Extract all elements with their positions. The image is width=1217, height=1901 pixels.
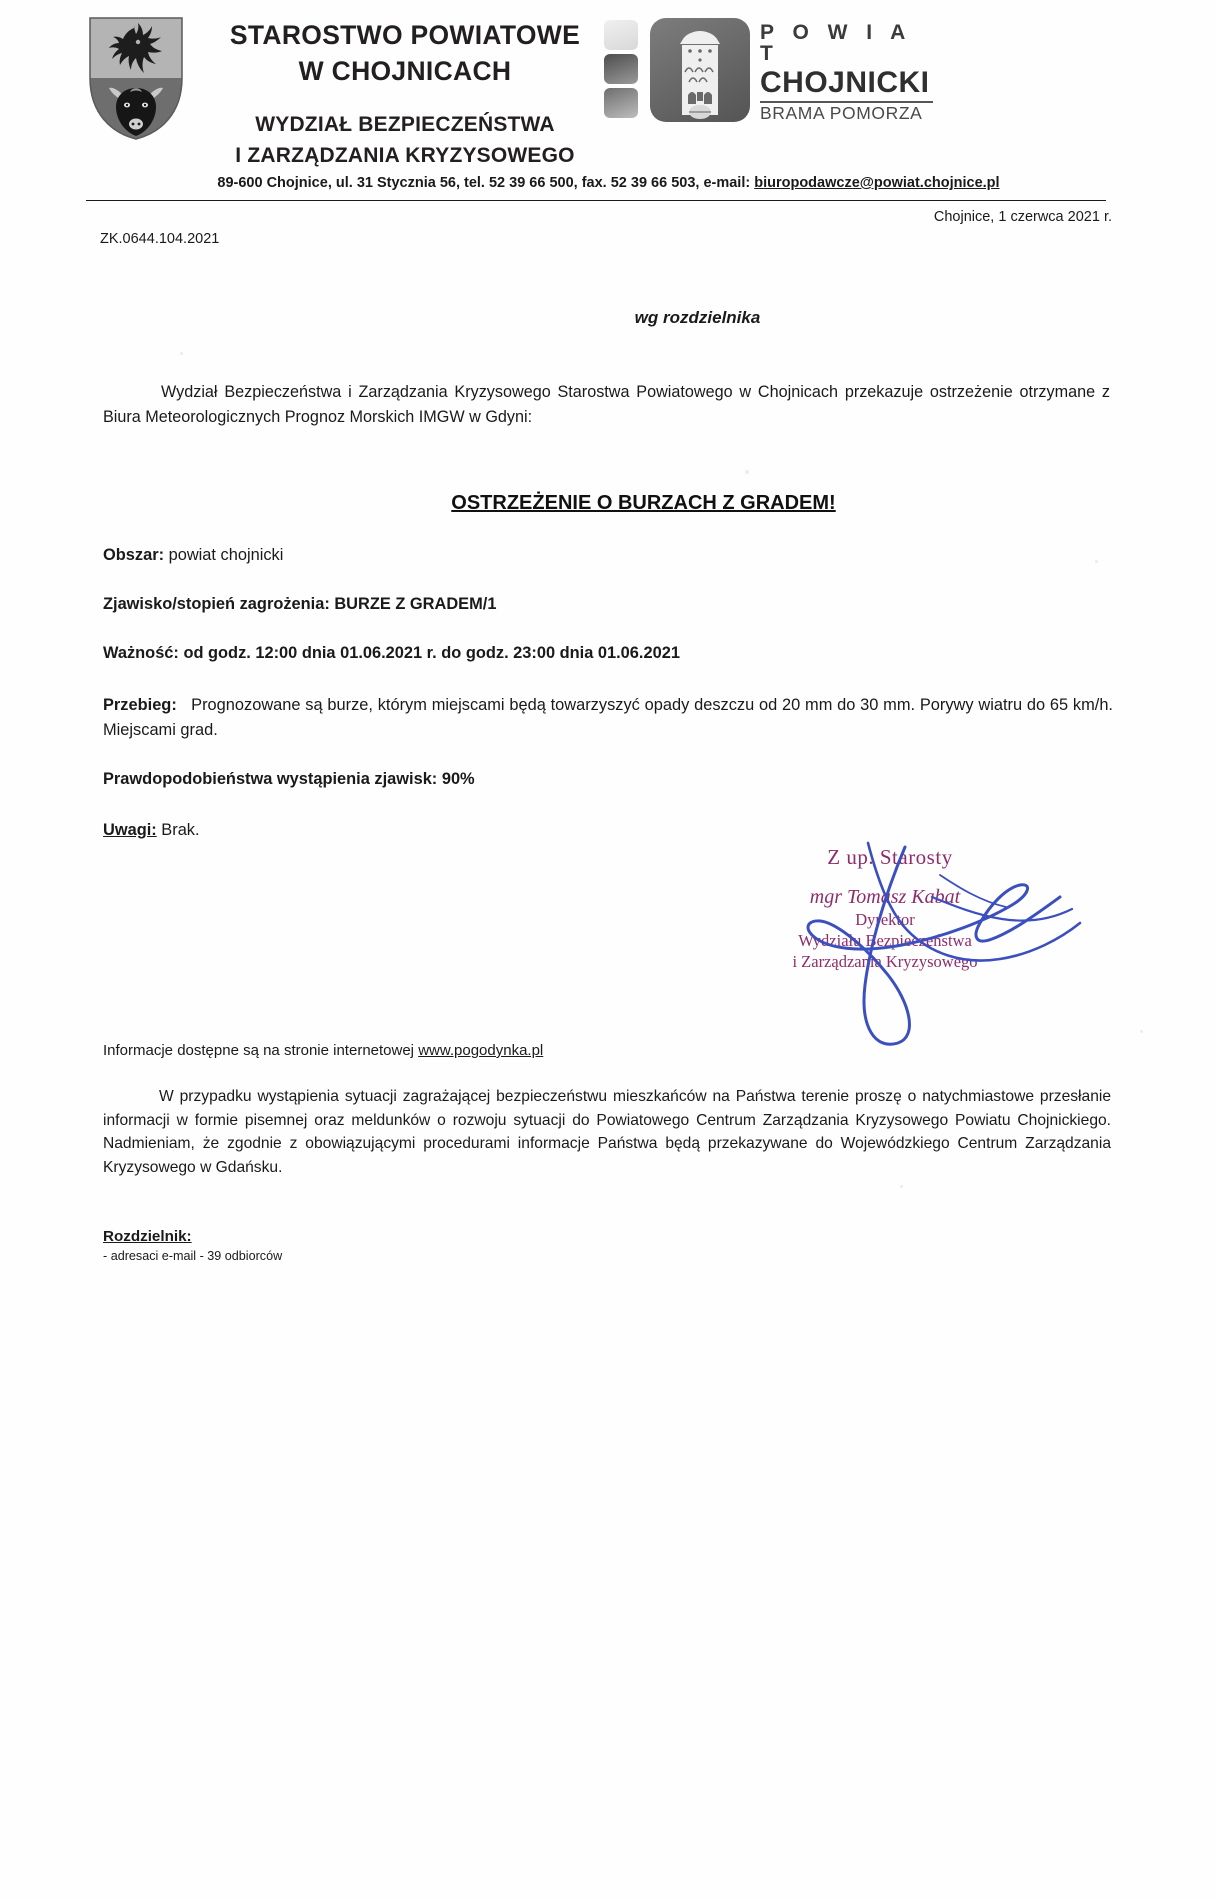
- field-waznosc-value: od godz. 12:00 dnia 01.06.2021 r. do godz. 23:00 dnia 01.06.2021: [183, 644, 680, 662]
- department-line2: I ZARZĄDZANIA KRYZYSOWEGO: [235, 143, 575, 167]
- info-availability-line: [103, 1042, 543, 1059]
- stamp-line-2: mgr Tomasz Kabat: [809, 886, 961, 908]
- field-prawdopodobienstwo: [103, 767, 1113, 792]
- signature-block: [660, 845, 1090, 1035]
- intro-text: Wydział Bezpieczeństwa i Zarządzania Kryzysowego Starostwa Powiatowego w Chojnicach przekazuje ostrzeżenie otrzymane z Biura Meteorologicznych Prognoz Morskich IMGW w Gdyni:: [103, 383, 1110, 427]
- closing-paragraph: [103, 1085, 1111, 1180]
- header-divider: [86, 200, 1106, 201]
- field-zjawisko: [103, 592, 1113, 617]
- logo-chojnicki-text: CHOJNICKI: [760, 66, 930, 99]
- distribution-heading: Rozdzielnik:: [103, 1228, 192, 1245]
- document-header: [0, 0, 1217, 180]
- closing-text: W przypadku wystąpienia sytuacji zagrażającej bezpieczeństwu mieszkańców na Państwa terenie proszę o natychmiastowe przesłanie informacji w formie pisemnej oraz meldunków o rozwoju sytuacji do Powiatowego Centrum Zarządzania Kryzysowego Powiatu Chojnickiego. Nadmieniam, że zgodnie z obowiązującymi procedurami informacje Państwa będą przekazywane do Wojewódzkiego Centrum Zarządzania Kryzysowego w Gdańsku.: [103, 1088, 1111, 1177]
- field-waznosc-label: Ważność:: [103, 644, 179, 662]
- field-przebieg-value: Prognozowane są burze, którym miejscami będą towarzyszyć opady deszczu od 20 mm do 30 mm. Porywy wiatru do 65 km/h. Miejscami grad.: [103, 696, 1113, 740]
- intro-paragraph: [103, 380, 1110, 430]
- coat-of-arms-icon: [86, 16, 186, 141]
- field-obszar-value: powiat chojnicki: [168, 546, 284, 564]
- office-name-line1: STAROSTWO POWIATOWE: [229, 20, 581, 50]
- field-uwagi-value: Brak.: [161, 821, 200, 839]
- stamp-line-1: Z up. Starosty: [827, 845, 953, 869]
- place-and-date: Chojnice, 1 czerwca 2021 r.: [933, 209, 1112, 225]
- warning-title: [0, 492, 1217, 515]
- scan-artifact: [1140, 1030, 1143, 1033]
- field-zjawisko-value: BURZE Z GRADEM/1: [334, 595, 497, 613]
- field-waznosc: [103, 641, 1113, 666]
- field-uwagi-label: Uwagi:: [103, 821, 157, 839]
- stamp-line-5: i Zarządzania Kryzysowego: [792, 952, 978, 971]
- warning-title-text: OSTRZEŻENIE O BURZACH Z GRADEM!: [451, 492, 836, 514]
- tower-icon: [650, 18, 750, 122]
- field-uwagi: [103, 818, 1113, 843]
- stamp-line-3: Dyrektor: [855, 910, 915, 929]
- field-przebieg-label: Przebieg:: [103, 696, 177, 714]
- signature-stamp: [680, 845, 1090, 972]
- scan-artifact: [180, 352, 183, 355]
- scan-artifact: [745, 470, 749, 474]
- department-line1: WYDZIAŁ BEZPIECZEŃSTWA: [255, 112, 555, 136]
- field-przebieg: [103, 693, 1113, 744]
- addressee: wg rozdzielnika: [634, 308, 761, 327]
- office-name-line2: W CHOJNICACH: [298, 55, 512, 86]
- field-obszar-label: Obszar:: [103, 546, 165, 564]
- field-obszar: [103, 543, 1113, 568]
- info-prefix: Informacje dostępne są na stronie internetowej: [103, 1042, 419, 1059]
- logo-squares-icon: [604, 20, 640, 122]
- field-prawdopodobienstwo-label: Prawdopodobieństwa wystąpienia zjawisk:: [103, 770, 438, 788]
- field-zjawisko-label: Zjawisko/stopień zagrożenia:: [103, 595, 330, 613]
- logo-wordmark: [760, 22, 930, 122]
- logo-tagline: BRAMA POMORZA: [760, 102, 923, 123]
- reference-number: ZK.0644.104.2021: [100, 231, 220, 247]
- contact-line: [0, 175, 1217, 191]
- pogodynka-link[interactable]: www.pogodynka.pl: [418, 1042, 544, 1059]
- logo-powiat-text: P O W I A T: [760, 21, 912, 65]
- contact-email-link[interactable]: biuropodawcze@powiat.chojnice.pl: [754, 175, 1000, 191]
- scan-artifact: [1095, 560, 1098, 563]
- stamp-line-4: Wydziału Bezpieczeństwa: [798, 931, 972, 950]
- scan-artifact: [900, 1185, 903, 1188]
- distribution-line: - adresaci e-mail - 39 odbiorców: [103, 1249, 283, 1263]
- office-title-block: [190, 18, 620, 170]
- powiat-chojnicki-logo: [600, 16, 930, 126]
- contact-address: 89-600 Chojnice, ul. 31 Stycznia 56, tel. 52 39 66 500, fax. 52 39 66 503, e-mail:: [217, 175, 755, 191]
- field-prawdopodobienstwo-value: 90%: [441, 770, 475, 788]
